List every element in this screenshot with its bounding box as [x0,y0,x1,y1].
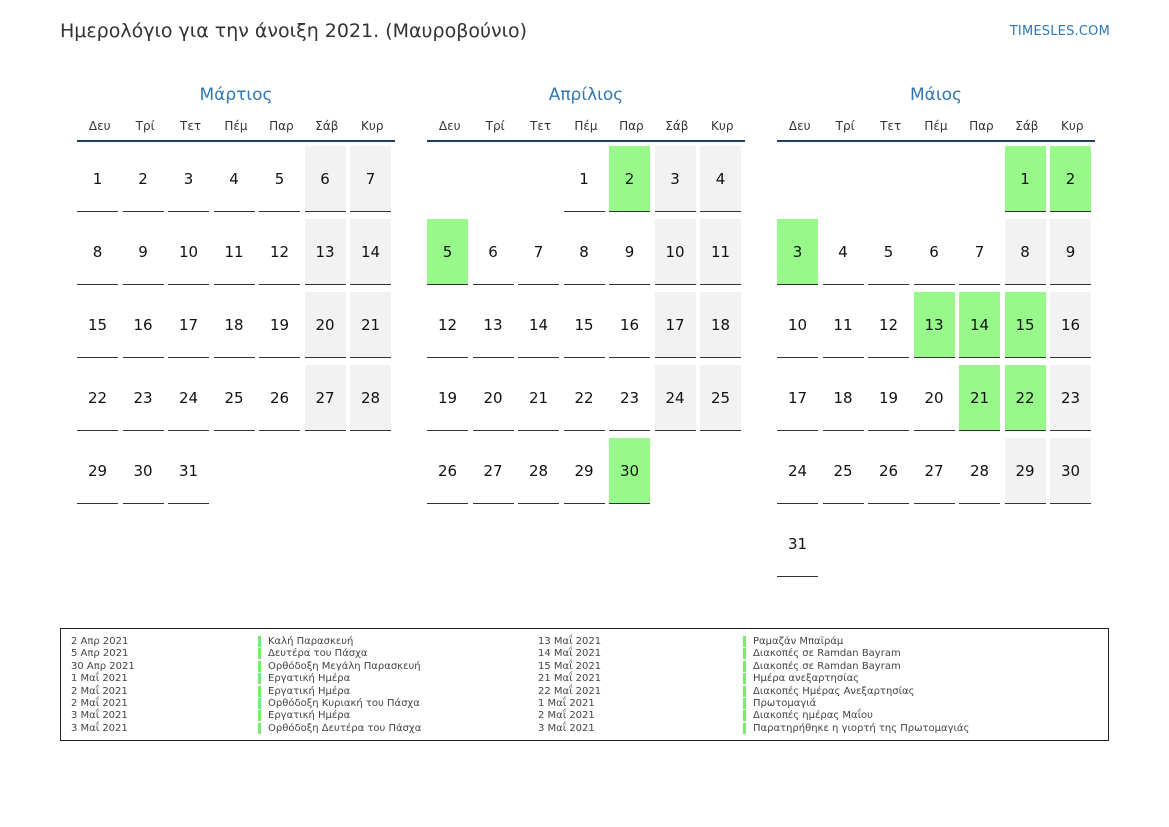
weekday-label: Σάβ [315,119,339,133]
day-cell[interactable]: 25 [823,438,864,504]
legend-row [538,710,601,722]
day-cell[interactable]: 24 [168,365,209,431]
holiday-name: Εργατική Ημέρα [258,673,350,684]
holiday-day-cell[interactable]: 22 [1005,365,1046,431]
day-cell[interactable]: 26 [427,438,468,504]
holiday-name: Ορθόδοξη Κυριακή του Πάσχα [258,698,420,709]
day-cell[interactable]: 6 [914,219,955,285]
day-cell[interactable]: 12 [868,292,909,358]
holiday-date: 13 Μαΐ 2021 [538,636,602,647]
day-cell[interactable]: 18 [823,365,864,431]
legend-row [258,686,421,698]
holiday-name: Παρατηρήθηκε η γιορτή της Πρωτομαγιάς [743,723,969,734]
holiday-date: 3 Μαΐ 2021 [71,722,128,734]
legend-row [258,648,421,660]
weekday-label: Τετ [880,119,902,133]
day-cell[interactable]: 27 [473,438,514,504]
holiday-name: Πρωτομαγιά [743,698,816,709]
day-cell[interactable]: 26 [259,365,300,431]
legend-row [538,723,601,735]
day-cell[interactable]: 31 [168,438,209,504]
day-cell[interactable]: 24 [655,365,696,431]
day-cell[interactable]: 9 [1050,219,1091,285]
month-name: Μάιος [909,85,962,105]
day-cell[interactable]: 27 [914,438,955,504]
day-cell[interactable]: 15 [77,292,118,358]
day-cell[interactable]: 2 [123,146,164,212]
holiday-day-cell[interactable]: 1 [1005,146,1046,212]
holiday-day-cell[interactable]: 2 [1050,146,1091,212]
day-cell[interactable]: 19 [427,365,468,431]
weekday-label: Πέμ [574,119,598,133]
day-cell[interactable]: 7 [959,219,1000,285]
legend-row [71,710,135,722]
holiday-day-cell[interactable]: 3 [777,219,818,285]
legend-row [71,698,135,710]
weekday-label: Παρ [269,119,294,133]
day-cell[interactable]: 4 [214,146,255,212]
day-cell[interactable]: 6 [305,146,346,212]
day-cell[interactable]: 9 [609,219,650,285]
holiday-name: Ορθόδοξη Μεγάλη Παρασκευή [258,661,421,672]
holiday-day-cell[interactable]: 13 [914,292,955,358]
weekday-label: Κυρ [361,119,384,133]
day-cell[interactable]: 16 [1050,292,1091,358]
legend-row [743,710,969,722]
holiday-day-cell[interactable]: 14 [959,292,1000,358]
day-cell[interactable]: 23 [1050,365,1091,431]
day-cell[interactable]: 8 [77,219,118,285]
weekday-label: Δευ [88,119,111,133]
day-cell[interactable]: 12 [427,292,468,358]
weekday-label: Κυρ [711,119,734,133]
day-cell[interactable]: 3 [655,146,696,212]
legend-row [538,636,601,648]
holiday-date: 22 Μαΐ 2021 [538,685,602,697]
holiday-date: 2 Μαΐ 2021 [538,710,595,722]
weekday-label: Τρί [835,119,855,133]
day-cell[interactable]: 18 [700,292,741,358]
weekday-header [777,116,1095,142]
legend-row [258,661,421,673]
legend-dates-right [538,636,601,735]
weekday-header [427,116,745,142]
holiday-name: Καλή Παρασκευή [258,636,353,647]
day-cell[interactable]: 10 [777,292,818,358]
legend-row [258,723,421,735]
holiday-legend [60,628,1109,741]
legend-row [258,636,421,648]
holiday-date: 5 Απρ 2021 [71,648,129,660]
legend-row [71,723,135,735]
month-march [77,82,395,480]
weekday-label: Τετ [180,119,202,133]
legend-row [538,698,601,710]
month-may [777,82,1095,553]
day-cell[interactable]: 13 [305,219,346,285]
day-cell[interactable]: 30 [123,438,164,504]
day-cell[interactable]: 21 [518,365,559,431]
day-cell[interactable]: 6 [473,219,514,285]
holiday-name: Ημέρα ανεξαρτησίας [743,673,859,684]
holiday-date: 2 Μαΐ 2021 [71,697,128,709]
day-cell[interactable]: 5 [259,146,300,212]
legend-row [538,661,601,673]
weekday-label: Παρ [619,119,644,133]
day-cell[interactable]: 17 [168,292,209,358]
holiday-name: Ραμαζάν Μπαϊράμ [743,636,843,647]
holiday-day-cell[interactable]: 2 [609,146,650,212]
legend-row [71,648,135,660]
day-cell[interactable]: 11 [700,219,741,285]
day-cell[interactable]: 24 [777,438,818,504]
day-cell[interactable]: 1 [564,146,605,212]
holiday-date: 30 Απρ 2021 [71,660,135,672]
weekday-label: Τρί [485,119,505,133]
day-cell[interactable]: 19 [868,365,909,431]
day-cell[interactable]: 16 [609,292,650,358]
day-cell[interactable]: 22 [564,365,605,431]
day-cell[interactable]: 25 [700,365,741,431]
weekday-header [77,116,395,142]
holiday-date: 15 Μαΐ 2021 [538,660,602,672]
weekday-label: Τετ [530,119,552,133]
day-cell[interactable]: 13 [473,292,514,358]
day-cell[interactable]: 23 [609,365,650,431]
day-cell[interactable]: 7 [518,219,559,285]
day-cell[interactable]: 25 [214,365,255,431]
day-cell[interactable]: 23 [123,365,164,431]
legend-row [743,673,969,685]
legend-row [538,648,601,660]
weekday-label: Δευ [788,119,811,133]
holiday-day-cell[interactable]: 15 [1005,292,1046,358]
month-april [427,82,745,480]
legend-row [258,673,421,685]
day-cell[interactable]: 17 [777,365,818,431]
legend-row [71,661,135,673]
legend-row [71,673,135,685]
day-cell[interactable]: 16 [123,292,164,358]
day-cell[interactable]: 9 [123,219,164,285]
holiday-name: Διακοπές Ημέρας Ανεξαρτησίας [743,686,914,697]
brand-link[interactable]: TIMESLES.COM [1009,24,1110,39]
weekday-label: Σάβ [665,119,689,133]
weekday-label: Κυρ [1061,119,1084,133]
holiday-name: Δευτέρα του Πάσχα [258,648,368,659]
holiday-name: Διακοπές σε Ramdan Bayram [743,648,901,659]
page-title: Ημερολόγιο για την άνοιξη 2021. (Μαυροβούνιο) [60,20,528,42]
day-cell[interactable]: 14 [350,219,391,285]
day-cell[interactable]: 18 [214,292,255,358]
holiday-name: Εργατική Ημέρα [258,686,350,697]
legend-row [743,686,969,698]
legend-names-left [258,636,421,735]
holiday-name: Ορθόδοξη Δευτέρα του Πάσχα [258,723,421,734]
day-cell[interactable]: 29 [1005,438,1046,504]
day-cell[interactable]: 7 [350,146,391,212]
day-cell[interactable]: 11 [823,292,864,358]
legend-row [258,698,421,710]
day-cell[interactable]: 22 [77,365,118,431]
holiday-day-cell[interactable]: 21 [959,365,1000,431]
day-cell[interactable]: 21 [350,292,391,358]
day-cell[interactable]: 20 [473,365,514,431]
holiday-date: 3 Μαΐ 2021 [71,710,128,722]
legend-row [71,686,135,698]
day-cell[interactable]: 28 [518,438,559,504]
weekday-label: Δευ [438,119,461,133]
holiday-day-cell[interactable]: 30 [609,438,650,504]
holiday-date: 14 Μαΐ 2021 [538,648,602,660]
day-cell[interactable]: 30 [1050,438,1091,504]
legend-row [743,723,969,735]
day-cell[interactable]: 10 [168,219,209,285]
holiday-name: Διακοπές σε Ramdan Bayram [743,661,901,672]
weekday-label: Πέμ [224,119,248,133]
day-cell[interactable]: 4 [700,146,741,212]
day-cell[interactable]: 29 [77,438,118,504]
legend-row [743,648,969,660]
legend-names-right [743,636,969,735]
day-cell[interactable]: 20 [914,365,955,431]
holiday-date: 1 Μαΐ 2021 [538,697,595,709]
day-cell[interactable]: 19 [259,292,300,358]
month-name: Μάρτιος [199,85,273,105]
day-cell[interactable]: 1 [77,146,118,212]
day-cell[interactable]: 3 [168,146,209,212]
weekday-label: Σάβ [1015,119,1039,133]
month-name: Απρίλιος [548,85,624,105]
holiday-day-cell[interactable]: 5 [427,219,468,285]
legend-row [743,661,969,673]
day-cell[interactable]: 28 [959,438,1000,504]
holiday-date: 1 Μαΐ 2021 [71,673,128,685]
day-cell[interactable]: 12 [259,219,300,285]
day-cell[interactable]: 4 [823,219,864,285]
holiday-name: Εργατική Ημέρα [258,710,350,721]
holiday-name: Διακοπές ημέρας Μαΐου [743,710,873,721]
legend-row [743,636,969,648]
day-cell[interactable]: 5 [868,219,909,285]
holiday-date: 2 Απρ 2021 [71,636,129,647]
day-cell[interactable]: 10 [655,219,696,285]
day-cell[interactable]: 29 [564,438,605,504]
day-cell[interactable]: 17 [655,292,696,358]
legend-dates-left [71,636,135,735]
day-cell[interactable]: 26 [868,438,909,504]
day-cell[interactable]: 11 [214,219,255,285]
weekday-label: Παρ [969,119,994,133]
day-cell[interactable]: 8 [564,219,605,285]
legend-row [258,710,421,722]
day-cell[interactable]: 15 [564,292,605,358]
legend-row [71,636,135,648]
holiday-date: 21 Μαΐ 2021 [538,673,602,685]
legend-row [743,698,969,710]
day-cell[interactable]: 31 [777,511,818,577]
weekday-label: Πέμ [924,119,948,133]
legend-row [538,673,601,685]
legend-row [538,686,601,698]
weekday-label: Τρί [135,119,155,133]
day-cell[interactable]: 20 [305,292,346,358]
holiday-date: 2 Μαΐ 2021 [71,685,128,697]
holiday-date: 3 Μαΐ 2021 [538,722,595,734]
day-cell[interactable]: 28 [350,365,391,431]
day-cell[interactable]: 27 [305,365,346,431]
day-cell[interactable]: 8 [1005,219,1046,285]
day-cell[interactable]: 14 [518,292,559,358]
